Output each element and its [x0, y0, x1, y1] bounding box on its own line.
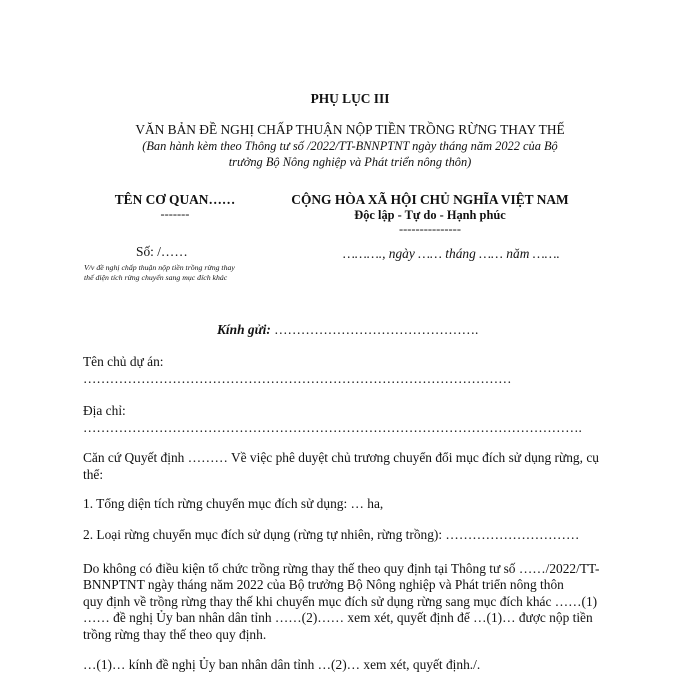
investor-label: Tên chủ dự án:	[83, 354, 164, 369]
agency-rule: -------	[160, 207, 190, 221]
document-title: VĂN BẢN ĐỀ NGHỊ CHẤP THUẬN NỘP TIỀN TRỒNG RỪNG THAY THẾ	[135, 122, 565, 137]
closing-line: …(1)… kính đề nghị Ủy ban nhân dân tỉnh …(2)… xem xét, quyết định./.	[83, 657, 481, 672]
address-dots: ………………………………………………………………………………………………….	[83, 420, 582, 435]
date-line: ………., ngày …… tháng …… năm …….	[343, 246, 560, 261]
reason-line-3: quy định về trồng rừng thay thế khi chuyển mục đích sử dụng rừng sang mục đích khác ……(1)	[83, 594, 598, 609]
appendix-label: PHỤ LỤC III	[310, 91, 390, 106]
recipient-label: Kính gửi:	[217, 322, 271, 337]
investor-dots: ……………………………………………………………………………………	[83, 371, 512, 386]
subtitle-line-1: (Ban hành kèm theo Thông tư số /2022/TT-BNNPTNT ngày tháng năm 2022 của Bộ	[142, 139, 558, 153]
subject-line-2: thế diện tích rừng chuyển sang mục đích khác	[84, 273, 228, 282]
address-label: Địa chỉ:	[83, 403, 126, 418]
item-total-area: 1. Tổng diện tích rừng chuyển mục đích sử dụng: … ha,	[83, 496, 384, 511]
agency-name: TÊN CƠ QUAN……	[114, 192, 236, 207]
national-motto: Độc lập - Tự do - Hạnh phúc	[354, 208, 506, 222]
subtitle-line-2: trưởng Bộ Nông nghiệp và Phát triển nông thôn)	[228, 155, 472, 169]
reason-line-5: trồng rừng thay thế theo quy định.	[83, 627, 267, 642]
item-forest-type: 2. Loại rừng chuyển mục đích sử dụng (rừng tự nhiên, rừng trồng): …………………………	[83, 527, 580, 542]
reason-line-2: BNNPTNT ngày tháng năm 2022 của Bộ trưởng Bộ Nông nghiệp và Phát triển nông thôn	[83, 577, 564, 592]
subject-line-1: V/v đề nghị chấp thuận nộp tiền trồng rừng thay	[84, 263, 235, 272]
document-number: Số: /……	[136, 244, 188, 259]
motto-rule: ---------------	[399, 222, 461, 236]
reason-line-1: Do không có điều kiện tổ chức trồng rừng thay thế theo quy định tại Thông tư số ……/2022/TT-	[83, 561, 600, 576]
reason-line-4: …… đề nghị Ủy ban nhân dân tỉnh ……(2)…… xem xét, quyết định để …(1)… được nộp tiền	[83, 610, 593, 625]
basis-line-2: thể:	[83, 467, 104, 482]
recipient-line	[217, 322, 478, 338]
basis-line-1: Căn cứ Quyết định ……… Về việc phê duyệt chủ trương chuyển đổi mục đích sử dụng rừng, cụ	[83, 450, 599, 465]
nation-name: CỘNG HÒA XÃ HỘI CHỦ NGHĨA VIỆT NAM	[291, 192, 569, 207]
recipient-dots: ……………………………………….	[270, 322, 479, 337]
